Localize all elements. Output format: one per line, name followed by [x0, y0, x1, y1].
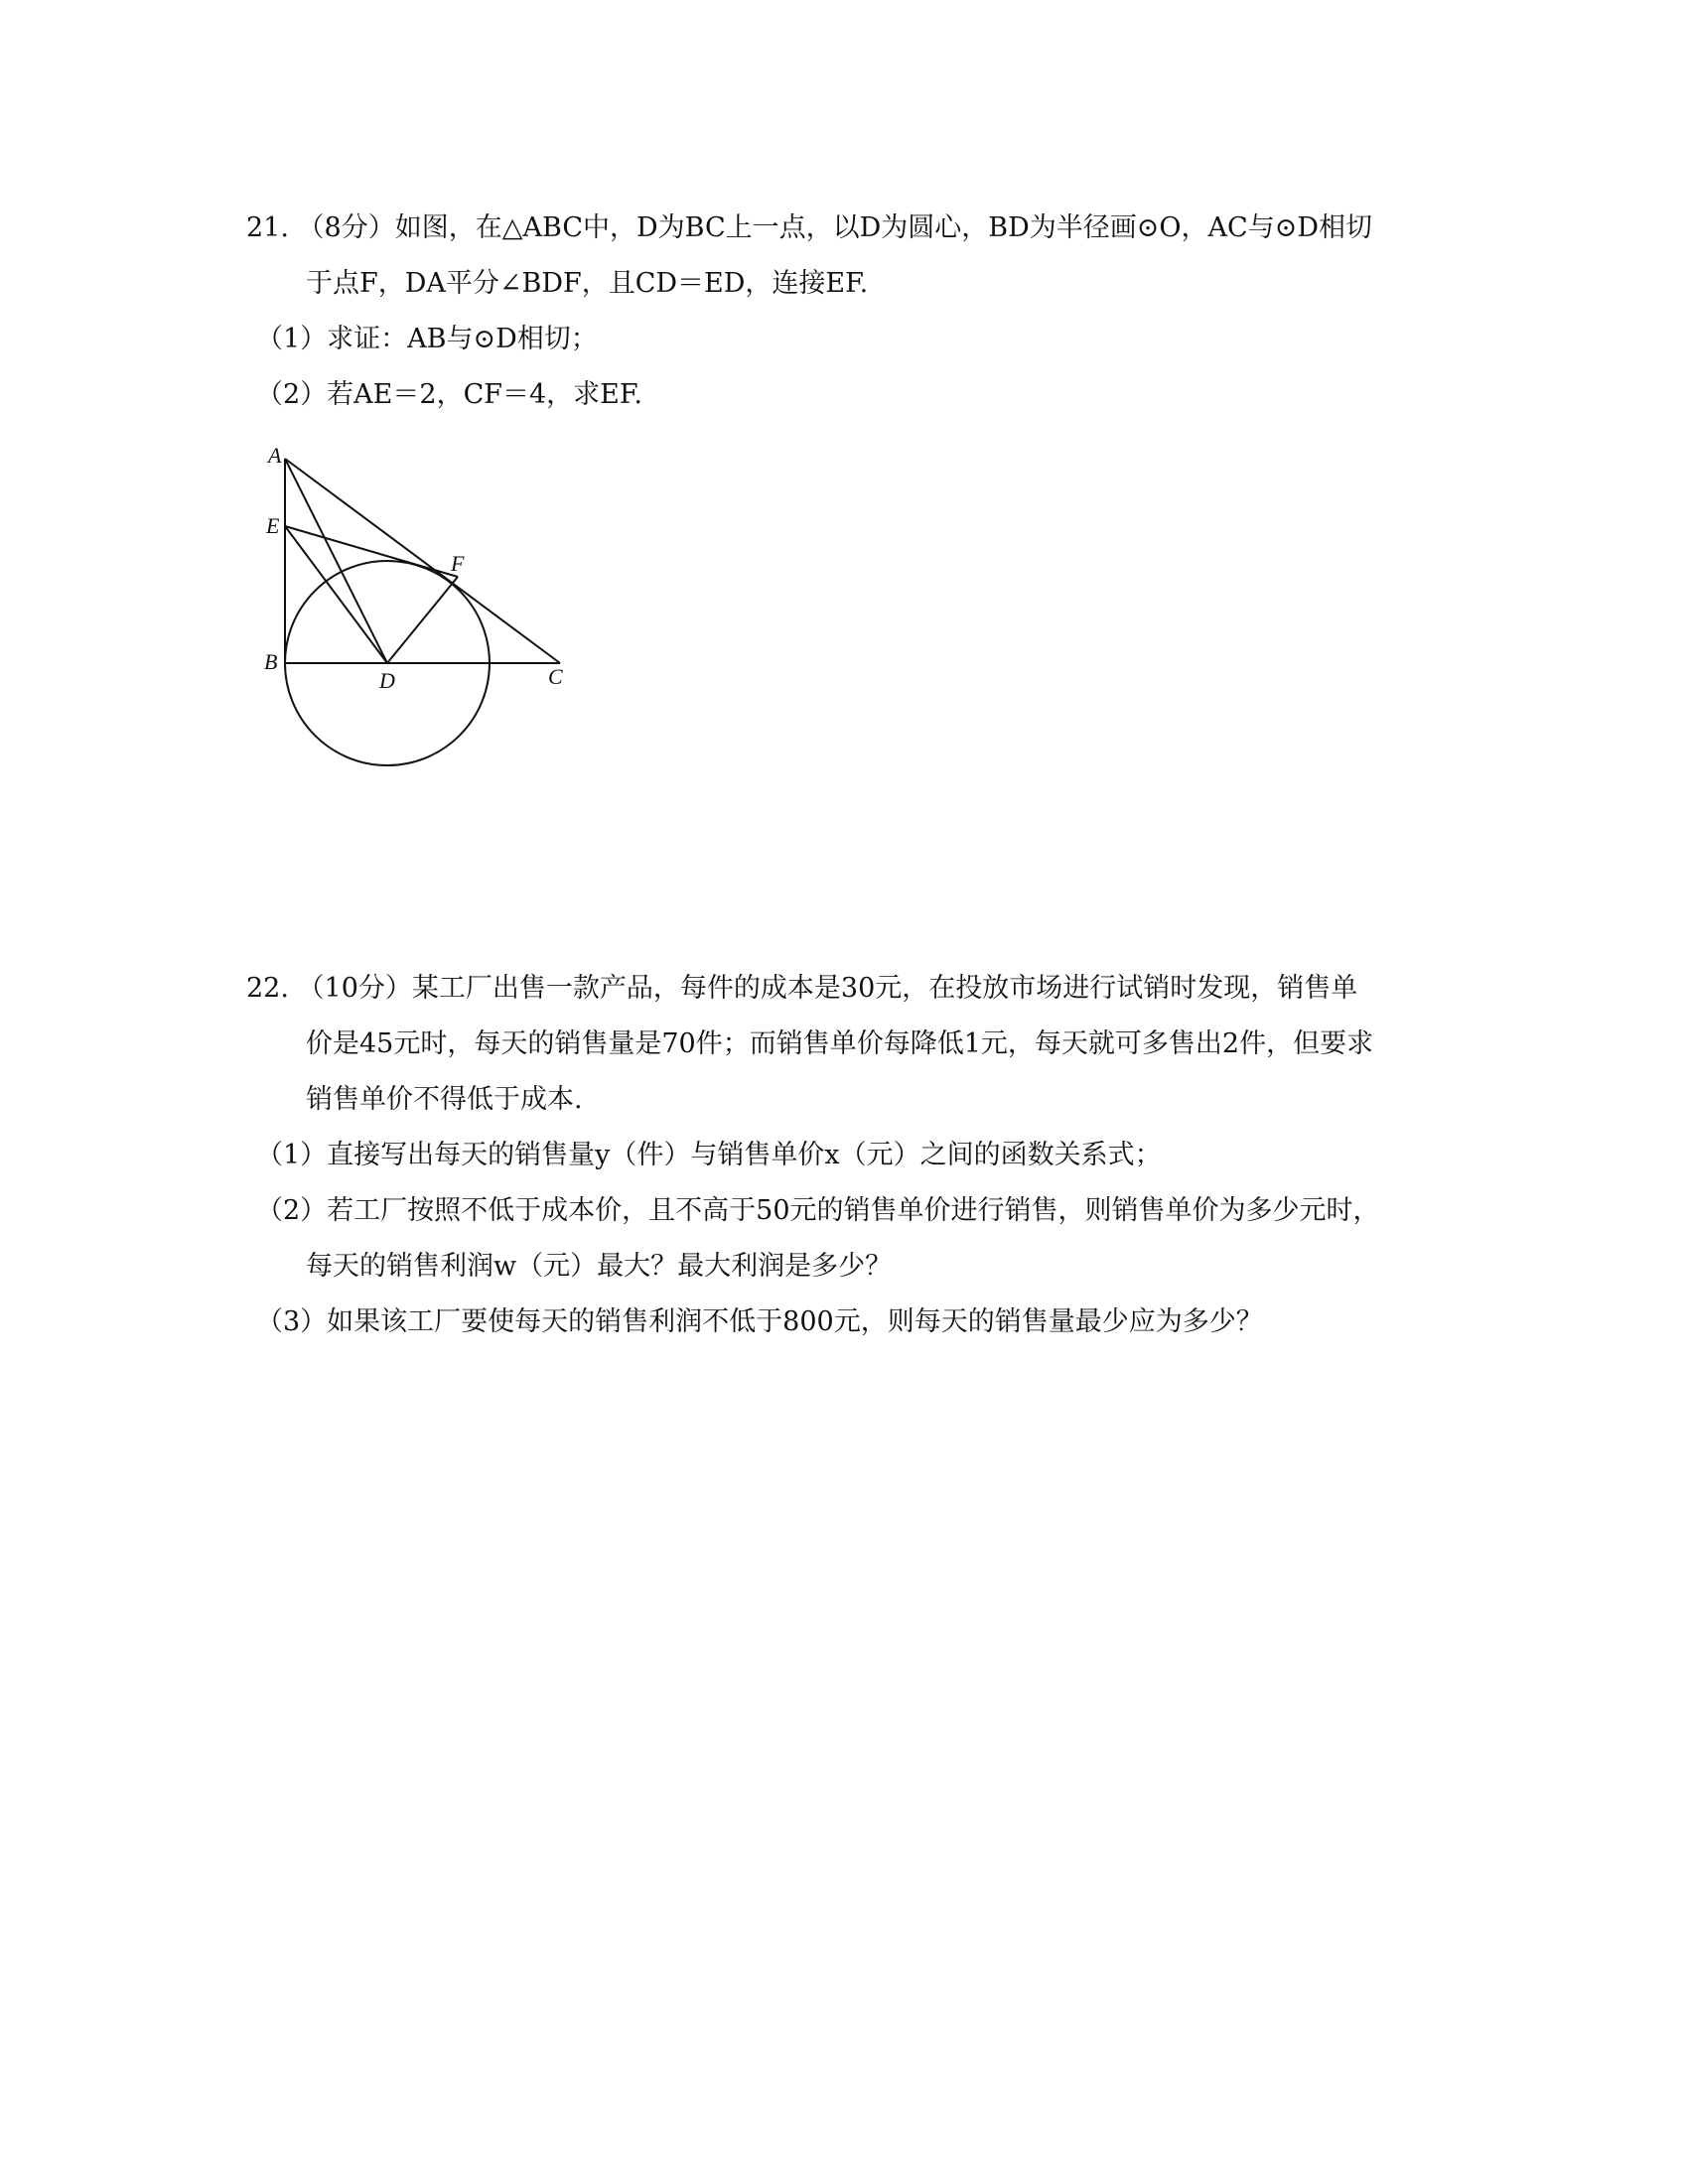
q21-part-2: （2）若AE＝2，CF＝4，求EF.	[256, 379, 642, 410]
q22-stem-line-1: 某工厂出售一款产品，每件的成本是30元，在投放市场进行试销时发现，销售单	[411, 973, 1358, 1004]
q21-geometry-figure	[256, 437, 594, 774]
q22-line-1	[246, 971, 1357, 1007]
q22-score: （10分）	[297, 973, 412, 1004]
q21-number: 21.	[246, 212, 289, 243]
label-c: C	[548, 664, 563, 689]
q21-score: （8分）	[297, 212, 395, 243]
q22-part-2-line-1: （2）若工厂按照不低于成本价，且不高于50元的销售单价进行销售，则销售单价为多少元时，	[256, 1195, 1380, 1226]
q22-stem-line-2: 价是45元时，每天的销售量是70件；而销售单价每降低1元，每天就可多售出2件，但要求	[306, 1028, 1374, 1059]
segment-ef	[285, 526, 458, 577]
q22-part-2-line-2: 每天的销售利润w（元）最大？最大利润是多少？	[306, 1251, 893, 1282]
segment-ed	[285, 526, 387, 663]
label-a: A	[268, 443, 282, 468]
q21-stem-line-2: 于点F，DA平分∠BDF，且CD＝ED，连接EF.	[306, 268, 869, 299]
segment-df	[387, 577, 458, 663]
q21-part-1: （1）求证：AB与⊙D相切；	[256, 324, 598, 354]
label-e: E	[266, 513, 280, 538]
q22-part-3: （3）如果该工厂要使每天的销售利润不低于800元，则每天的销售量最少应为多少？	[256, 1306, 1263, 1337]
q22-number: 22.	[246, 973, 289, 1004]
q21-stem-line-1: 如图，在△ABC中，D为BC上一点，以D为圆心，BD为半径画⊙O，AC与⊙D相切	[394, 212, 1372, 243]
label-b: B	[264, 649, 278, 674]
q22-part-1: （1）直接写出每天的销售量y（件）与销售单价x（元）之间的函数关系式；	[256, 1140, 1162, 1170]
q21-line-1	[246, 210, 1372, 246]
label-d: D	[379, 668, 395, 693]
q22-stem-line-3: 销售单价不得低于成本.	[306, 1084, 583, 1115]
segment-ac	[285, 459, 560, 663]
segment-ad	[285, 459, 387, 663]
label-f: F	[451, 551, 465, 576]
